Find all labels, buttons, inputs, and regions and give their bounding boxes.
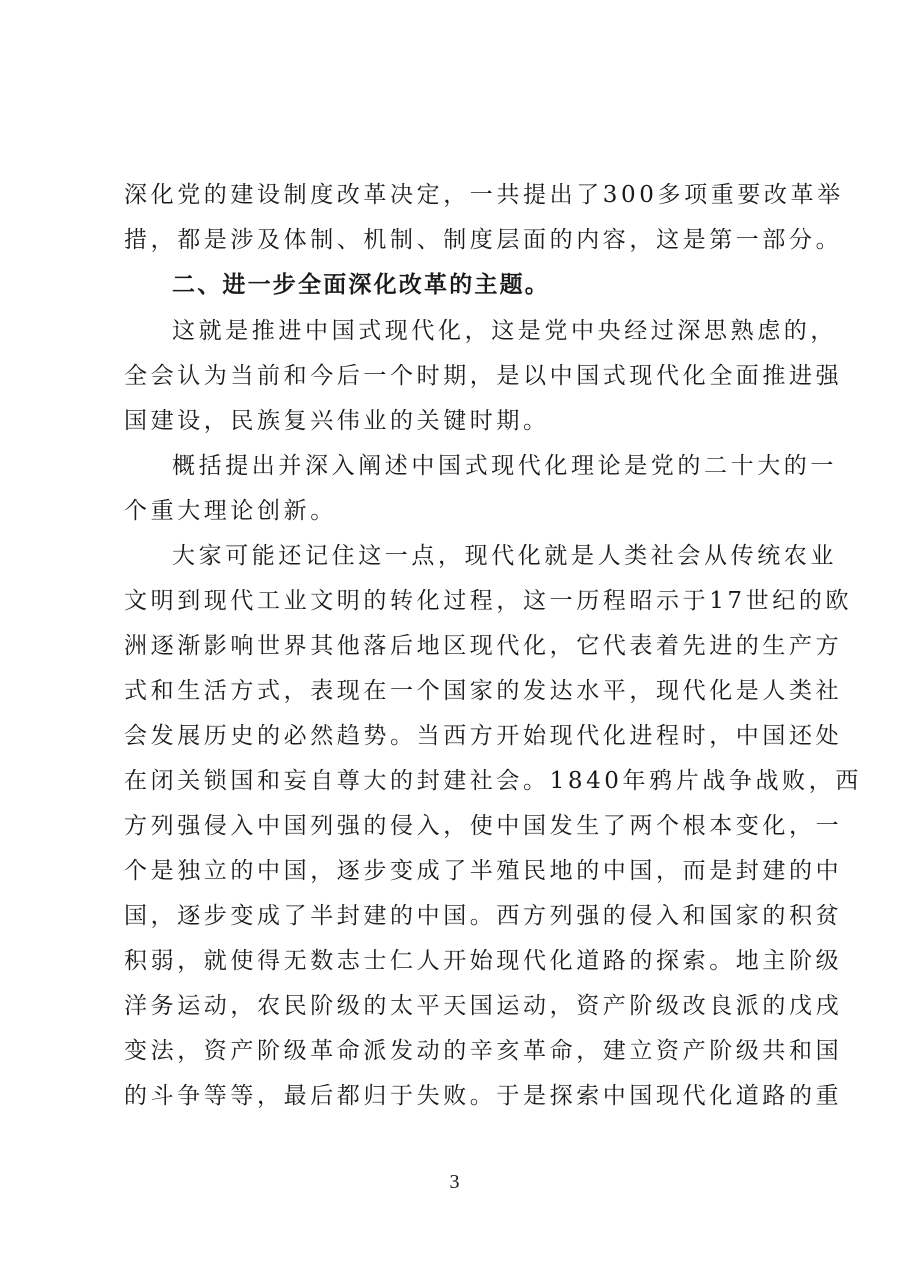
body-text-line: 积弱，就使得无数志士仁人开始现代化道路的探索。地主阶级 [124,948,843,974]
body-text-line: 全会认为当前和今后一个时期，是以中国式现代化全面推进强 [124,363,843,389]
body-text-line: 洲逐渐影响世界其他落后地区现代化，它代表着先进的生产方 [124,633,843,659]
paragraph-first-line: 这就是推进中国式现代化，这是党中央经过深思熟虑的， [172,318,837,344]
body-text-line: 深化党的建设制度改革决定，一共提出了300多项重要改革举 [124,182,844,208]
page-number: 3 [449,1171,460,1193]
section-heading: 二、进一步全面深化改革的主题。 [172,272,550,298]
body-text-line: 洋务运动，农民阶级的太平天国运动，资产阶级改良派的戊戌 [124,993,843,1019]
body-text-line: 会发展历史的必然趋势。当西方开始现代化进程时，中国还处 [124,723,843,749]
body-text-line: 国，逐步变成了半封建的中国。西方列强的侵入和国家的积贫 [124,903,843,929]
body-text-line: 式和生活方式，表现在一个国家的发达水平，现代化是人类社 [124,678,843,704]
paragraph-first-line: 大家可能还记住这一点，现代化就是人类社会从传统农业 [172,543,837,569]
body-text-line: 文明到现代工业文明的转化过程，这一历程昭示于17世纪的欧 [124,588,853,614]
body-text-line: 的斗争等等，最后都归于失败。于是探索中国现代化道路的重 [124,1083,843,1109]
body-text-line: 国建设，民族复兴伟业的关键时期。 [124,408,550,434]
body-text-line: 在闭关锁国和妄自尊大的封建社会。1840年鸦片战争战败，西 [124,768,862,794]
body-text-line: 变法，资产阶级革命派发动的辛亥革命，建立资产阶级共和国 [124,1038,843,1064]
body-text-line: 个是独立的中国，逐步变成了半殖民地的中国，而是封建的中 [124,858,843,884]
body-text-line: 措，都是涉及体制、机制、制度层面的内容，这是第一部分。 [124,227,843,253]
body-text-line: 个重大理论创新。 [124,498,337,524]
paragraph-first-line: 概括提出并深入阐述中国式现代化理论是党的二十大的一 [172,453,837,479]
body-text-line: 方列强侵入中国列强的侵入，使中国发生了两个根本变化，一 [124,813,843,839]
